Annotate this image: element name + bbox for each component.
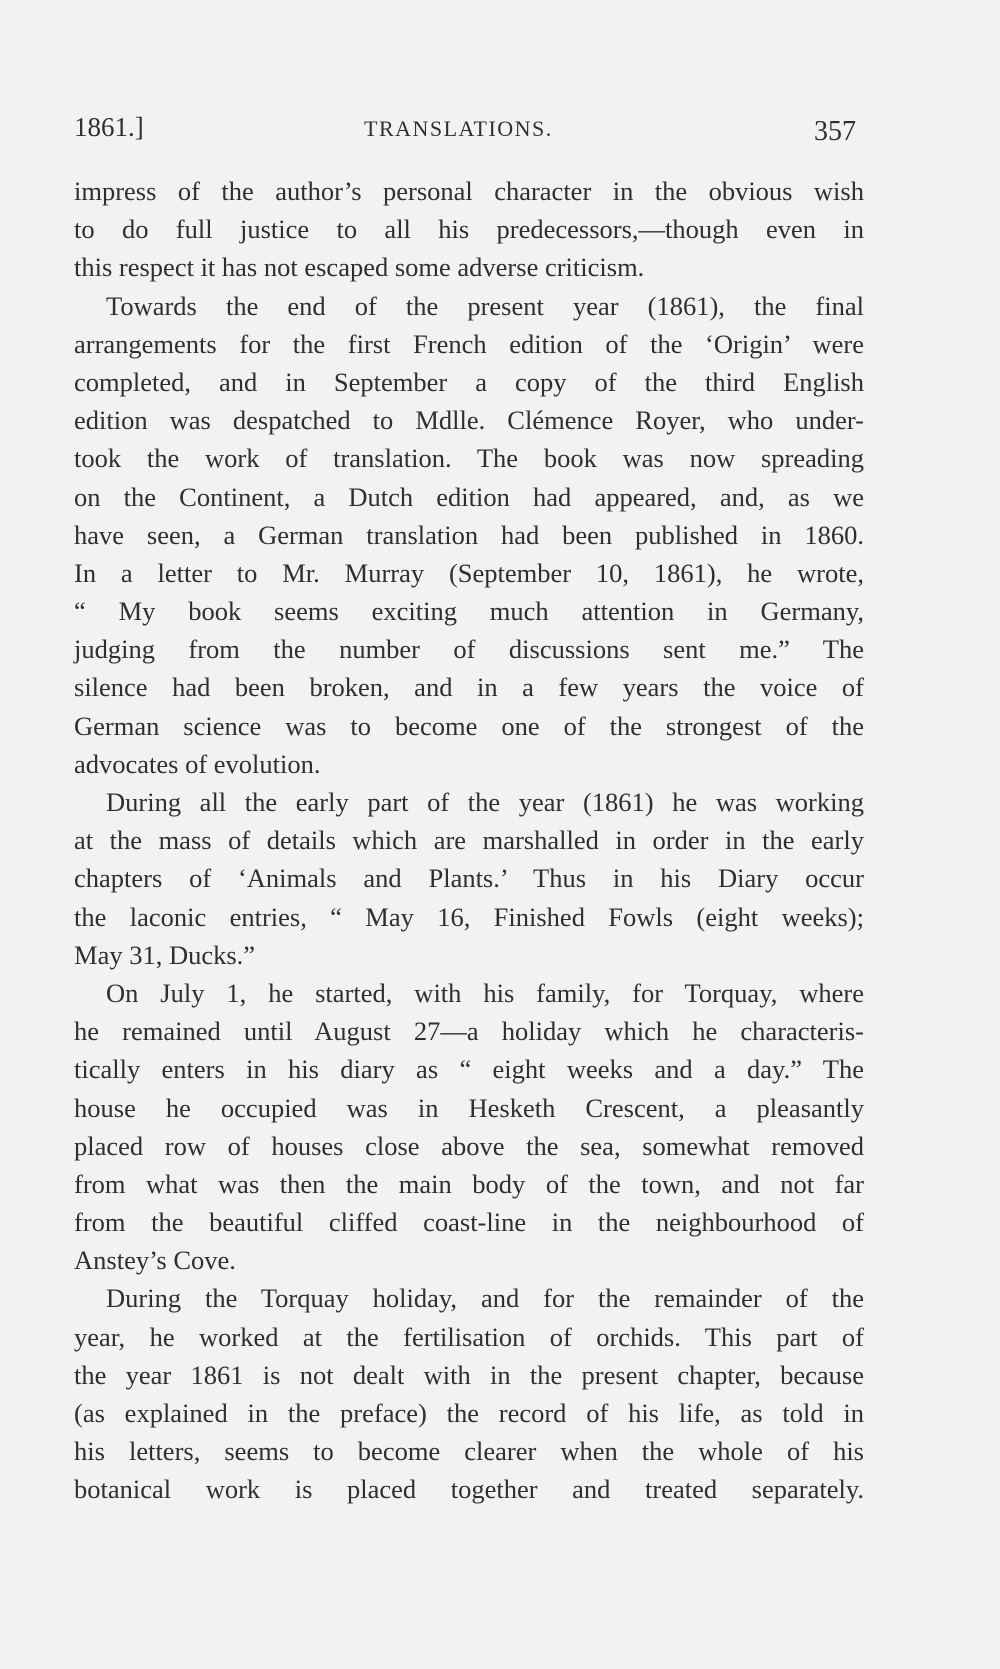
header-title: TRANSLATIONS.: [364, 116, 553, 141]
text-line: from the beautiful cliffed coast-line in the neighbourhood of: [74, 1207, 864, 1238]
text-line: to do full justice to all his predecessors,—though even in: [74, 214, 864, 245]
text-line: Anstey’s Cove.: [74, 1245, 236, 1276]
header-year: 1861.]: [74, 112, 144, 142]
text-line: advocates of evolution.: [74, 748, 321, 779]
text-line: edition was despatched to Mdlle. Clémence Royer, who under-: [74, 405, 864, 436]
text-line: tically enters in his diary as “ eight weeks and a day.” The: [74, 1054, 864, 1085]
text-line: he remained until August 27—a holiday which he characteris-: [74, 1016, 864, 1047]
text-line: completed, and in September a copy of the third English: [74, 366, 864, 397]
text-line: silence had been broken, and in a few years the voice of: [74, 672, 864, 703]
text-line: botanical work is placed together and treated separately.: [74, 1474, 864, 1505]
text-line: on the Continent, a Dutch edition had appeared, and, as we: [74, 481, 864, 512]
text-line: from what was then the main body of the town, and not far: [74, 1168, 864, 1199]
body-text: [74, 172, 864, 1509]
text-line: In a letter to Mr. Murray (September 10, 1861), he wrote,: [74, 557, 864, 588]
page-number: 357: [814, 116, 856, 147]
text-line: have seen, a German translation had been published in 1860.: [74, 519, 864, 550]
running-header: [74, 112, 864, 152]
text-line: placed row of houses close above the sea, somewhat removed: [74, 1130, 864, 1161]
text-line: Towards the end of the present year (1861), the final: [106, 290, 864, 321]
text-line: the laconic entries, “ May 16, Finished Fowls (eight weeks);: [74, 901, 864, 932]
text-line: year, he worked at the fertilisation of orchids. This part of: [74, 1321, 864, 1352]
text-line: May 31, Ducks.”: [74, 939, 256, 970]
text-line: impress of the author’s personal character in the obvious wish: [74, 176, 864, 206]
text-line: took the work of translation. The book was now spreading: [74, 443, 864, 474]
text-line: During the Torquay holiday, and for the remainder of the: [106, 1283, 864, 1314]
text-line: the year 1861 is not dealt with in the present chapter, because: [74, 1359, 864, 1390]
text-line: On July 1, he started, with his family, for Torquay, where: [106, 977, 864, 1008]
text-line: at the mass of details which are marshalled in order in the early: [74, 825, 864, 856]
text-line: this respect it has not escaped some adverse criticism.: [74, 252, 645, 283]
text-line: arrangements for the first French edition of the ‘Origin’ were: [74, 328, 864, 359]
text-line: (as explained in the preface) the record of his life, as told in: [74, 1398, 864, 1428]
text-line: judging from the number of discussions sent me.” The: [74, 634, 864, 665]
text-line: “ My book seems exciting much attention in Germany,: [74, 596, 864, 627]
text-line: During all the early part of the year (1861) he was working: [106, 787, 864, 817]
text-line: German science was to become one of the strongest of the: [74, 710, 864, 741]
text-line: chapters of ‘Animals and Plants.’ Thus in his Diary occur: [74, 863, 864, 894]
text-line: house he occupied was in Hesketh Crescent, a pleasantly: [74, 1092, 864, 1123]
text-line: his letters, seems to become clearer when the whole of his: [74, 1436, 864, 1467]
